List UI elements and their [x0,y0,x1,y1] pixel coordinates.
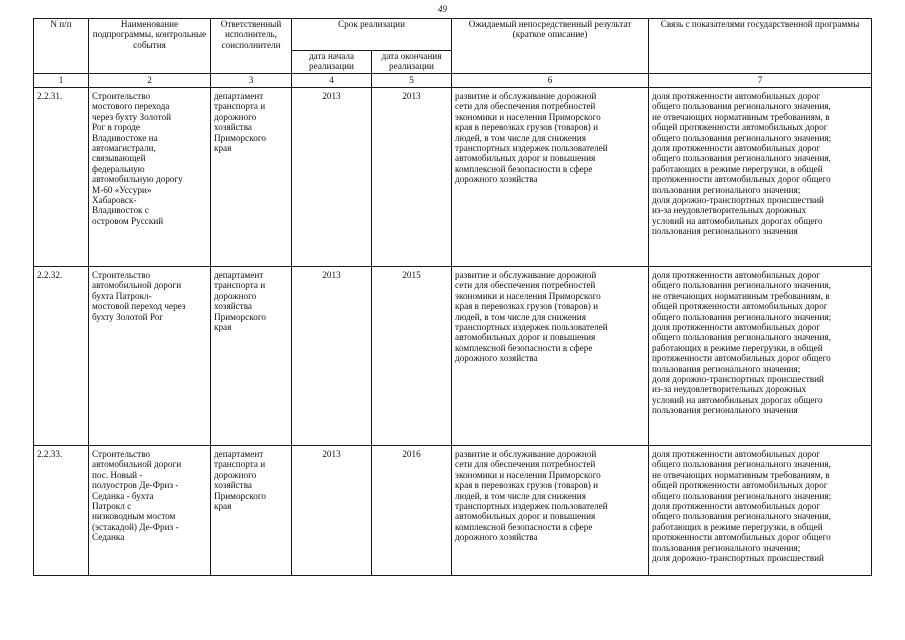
responsible-executor: департамент транспорта и дорожного хозяйства Приморского края [214,91,266,154]
end-year: 2016 [402,449,421,459]
column-number: 5 [372,74,452,88]
row-number: 2.2.33. [37,449,63,459]
expected-result: развитие и обслуживание дорожной сети для обеспечения потребностей экономики и населения Приморского края в перевозках грузов (товаров) и людей, в том числе для снижения транспортных издержек пользователей автомобильных дорог и повышения комплексной безопасности в сфере дорожного хозяйства [455,91,608,185]
row-number: 2.2.32. [37,270,63,280]
column-numbers-row [34,74,872,88]
start-year: 2013 [322,449,341,459]
end-year: 2015 [402,270,421,280]
program-table [33,18,872,576]
header-start: дата начала реализации [292,51,372,74]
start-year: 2013 [322,270,341,280]
program-indicators: доля протяженности автомобильных дорог общего пользования регионального значения, не отвечающих нормативным требованиям, в общей протяженности автомобильных дорог общего пользования регионального значения; доля протяженности автомобильных дорог общего пользования регионального значения, работающих в режиме перегрузки, в общей протяженности автомобильных дорог общего пользования регионального значения; доля дорожно-транспортных происшествий [652,449,832,564]
program-indicators: доля протяженности автомобильных дорог общего пользования регионального значения, не отвечающих нормативным требованиям, в общей протяженности автомобильных дорог общего пользования регионального значения; доля протяженности автомобильных дорог общего пользования регионального значения, работающих в режиме перегрузки, в общей протяженности автомобильных дорог общего пользования регионального значения; доля дорожно-транспортных происшествий из-за неудовлетворительных дорожных условий на автомобильных дорогах общего пользования регионального значения [652,91,832,237]
header-result: Ожидаемый непосредственный результат (краткое описание) [452,19,649,74]
expected-result: развитие и обслуживание дорожной сети для обеспечения потребностей экономики и населения Приморского края в перевозках грузов (товаров) и людей, в том числе для снижения транспортных издержек пользователей автомобильных дорог и повышения комплексной безопасности в сфере дорожного хозяйства [455,449,608,543]
event-name: Строительство автомобильной дороги пос. Новый - полуостров Де-Фриз - Седанка - бухта Патрокл с низководным мостом (эстакадой) Де-Фриз - Седанка [92,449,182,543]
column-number: 7 [649,74,872,88]
row-number: 2.2.31. [37,91,63,101]
responsible-executor: департамент транспорта и дорожного хозяйства Приморского края [214,449,266,512]
header-responsible: Ответственный исполнитель, соисполнители [211,19,292,74]
program-indicators: доля протяженности автомобильных дорог общего пользования регионального значения, не отвечающих нормативным требованиям, в общей протяженности автомобильных дорог общего пользования регионального значения; доля протяженности автомобильных дорог общего пользования регионального значения, работающих в режиме перегрузки, в общей протяженности автомобильных дорог общего пользования регионального значения; доля дорожно-транспортных происшествий из-за неудовлетворительных дорожных условий на автомобильных дорогах общего пользования регионального значения [652,270,832,416]
end-year: 2013 [402,91,421,101]
table-header [34,19,872,88]
expected-result: развитие и обслуживание дорожной сети для обеспечения потребностей экономики и населения Приморского края в перевозках грузов (товаров) и людей, в том числе для снижения транспортных издержек пользователей автомобильных дорог и повышения комплексной безопасности в сфере дорожного хозяйства [455,270,608,364]
table-row [34,88,872,267]
column-number: 1 [34,74,89,88]
header-term: Срок реализации [292,19,452,51]
column-number: 2 [89,74,211,88]
event-name: Строительство мостового перехода через бухту Золотой Рог в городе Владивостоке на автомагистрали, связывающей федеральную автомобильную дорогу М-60 «Уссури» Хабаровск- Владивосток с островом Русский [92,91,183,226]
responsible-executor: департамент транспорта и дорожного хозяйства Приморского края [214,270,266,333]
event-name: Строительство автомобильной дороги бухта Патрокл- мостовой переход через бухту Золотой Рог [92,270,186,322]
header-link: Связь с показателями государственной программы [649,19,872,74]
header-num: N п/п [34,19,89,74]
table-row [34,446,872,576]
start-year: 2013 [322,91,341,101]
table-row [34,267,872,446]
column-number: 6 [452,74,649,88]
header-name: Наименование подпрограммы, контрольные события [89,19,211,74]
column-number: 3 [211,74,292,88]
page-number: 49 [438,4,447,14]
header-end: дата окончания реализации [372,51,452,74]
column-number: 4 [292,74,372,88]
